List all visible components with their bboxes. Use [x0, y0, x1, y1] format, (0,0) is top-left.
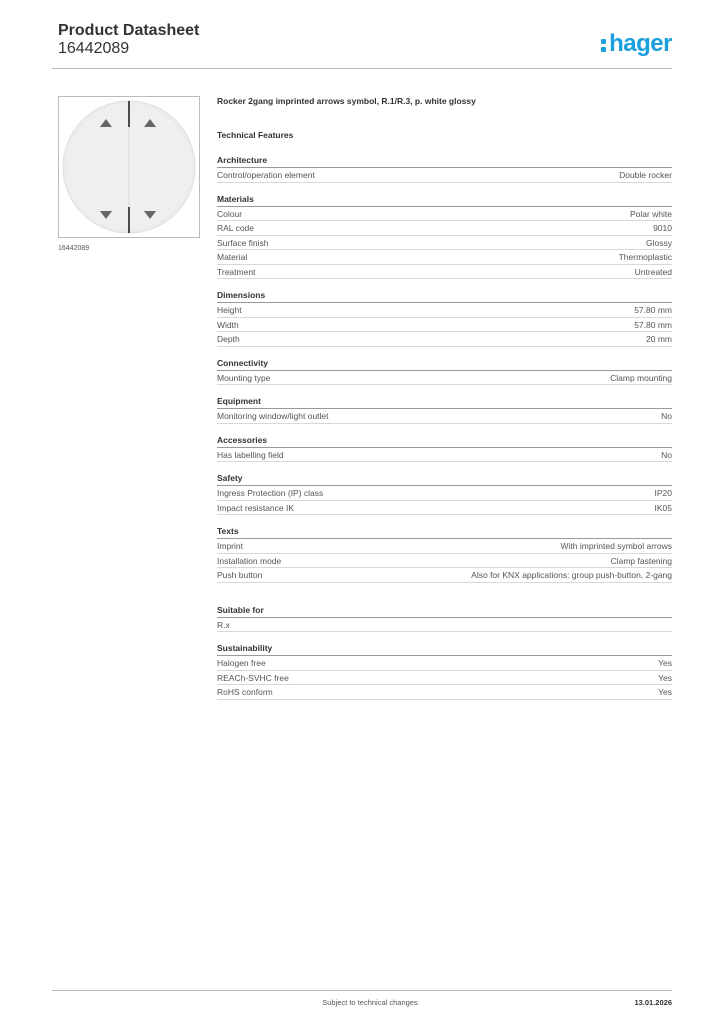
spec-value: Untreated [634, 266, 672, 277]
spec-label: REACh-SVHC free [217, 672, 289, 683]
footer-date: 13.01.2026 [634, 998, 672, 1007]
spec-row [217, 303, 672, 318]
product-id: 16442089 [58, 40, 130, 57]
spec-row [217, 332, 672, 347]
spec-value: Yes [658, 687, 672, 697]
spec-value: Glossy [646, 237, 672, 248]
spec-row [217, 207, 672, 222]
spec-row [217, 318, 672, 333]
spec-value: IP20 [654, 488, 672, 498]
spec-section [217, 358, 672, 386]
spec-section [217, 473, 672, 515]
spec-sections [217, 155, 672, 700]
spec-label: Monitoring window/light outlet [217, 411, 329, 421]
spec-label: Imprint [217, 541, 243, 551]
spec-section [217, 290, 672, 347]
section-title: Sustainability [217, 643, 672, 656]
section-title: Safety [217, 473, 672, 486]
spec-label: Installation mode [217, 555, 282, 566]
spec-row [217, 409, 672, 424]
spec-label: Colour [217, 208, 243, 219]
spec-label: Width [217, 319, 239, 330]
spec-row [217, 448, 672, 463]
spec-section [217, 605, 672, 633]
spec-value: Yes [658, 672, 672, 683]
spec-value: Clamp fastening [610, 555, 672, 566]
technical-features-title: Technical Features [217, 130, 294, 140]
section-title: Equipment [217, 396, 672, 409]
header-divider [52, 68, 672, 69]
spec-value: No [661, 411, 672, 421]
spec-value: 9010 [653, 223, 672, 233]
spec-row [217, 236, 672, 251]
spec-label: Surface finish [217, 237, 269, 248]
spec-label: Has labelling field [217, 449, 284, 460]
spec-row [217, 568, 672, 583]
spec-row [217, 618, 672, 633]
section-title: Suitable for [217, 605, 672, 618]
section-title: Materials [217, 194, 672, 207]
spec-label: Halogen free [217, 658, 266, 668]
spec-row [217, 250, 672, 265]
spec-row [217, 501, 672, 516]
logo-dots-icon [601, 36, 607, 52]
double-rocker-image [59, 97, 199, 237]
spec-row [217, 671, 672, 686]
spec-value: Thermoplastic [618, 252, 672, 262]
spec-value: 20 mm [646, 334, 672, 344]
section-title: Architecture [217, 155, 672, 168]
spec-row [217, 539, 672, 554]
section-title: Texts [217, 526, 672, 539]
spec-row [217, 486, 672, 501]
spec-label: Control/operation element [217, 170, 315, 180]
spec-row [217, 371, 672, 386]
spec-value: No [661, 449, 672, 460]
spec-label: Treatment [217, 266, 256, 277]
spec-row [217, 168, 672, 183]
footer-note: Subject to technical changes [322, 998, 418, 1007]
spec-label: Mounting type [217, 372, 271, 383]
section-title: Dimensions [217, 290, 672, 303]
spec-label: RoHS conform [217, 687, 273, 697]
section-title: Connectivity [217, 358, 672, 371]
spec-section [217, 396, 672, 424]
spec-label: RAL code [217, 223, 255, 233]
spec-row [217, 685, 672, 700]
spec-row [217, 656, 672, 671]
spec-label: R.x [217, 619, 230, 630]
image-caption: 16442089 [58, 245, 90, 252]
spec-label: Impact resistance IK [217, 502, 295, 513]
spec-section [217, 526, 672, 583]
hager-logo [601, 30, 672, 58]
spec-section [217, 194, 672, 280]
spec-section [217, 435, 672, 463]
section-title: Accessories [217, 435, 672, 448]
spec-label: Material [217, 252, 248, 262]
footer-divider [52, 990, 672, 991]
product-image [58, 96, 200, 238]
logo-text: hager [609, 30, 672, 57]
spec-label: Height [217, 305, 242, 315]
spec-value: Polar white [629, 208, 672, 219]
product-title: Rocker 2gang imprinted arrows symbol, R.1/R.3, p. white glossy [217, 96, 476, 106]
spec-row [217, 265, 672, 280]
spec-value: Double rocker [619, 170, 672, 180]
spec-label: Depth [217, 334, 240, 344]
spec-value: With imprinted symbol arrows [560, 541, 672, 551]
spec-section [217, 155, 672, 183]
spec-section [217, 643, 672, 700]
spec-value: 57.80 mm [634, 319, 672, 330]
spec-label: Ingress Protection (IP) class [217, 488, 324, 498]
spec-label: Push button [217, 570, 263, 580]
spec-value: 57.80 mm [634, 305, 672, 315]
spec-value: IK05 [654, 502, 672, 513]
spec-row [217, 221, 672, 236]
spec-row [217, 554, 672, 569]
spec-value: Clamp mounting [610, 372, 672, 383]
spec-value: Also for KNX applications: group push-button, 2-gang [471, 570, 672, 580]
page-title: Product Datasheet [58, 22, 200, 39]
datasheet-content [217, 96, 672, 700]
spec-value: Yes [658, 658, 672, 668]
